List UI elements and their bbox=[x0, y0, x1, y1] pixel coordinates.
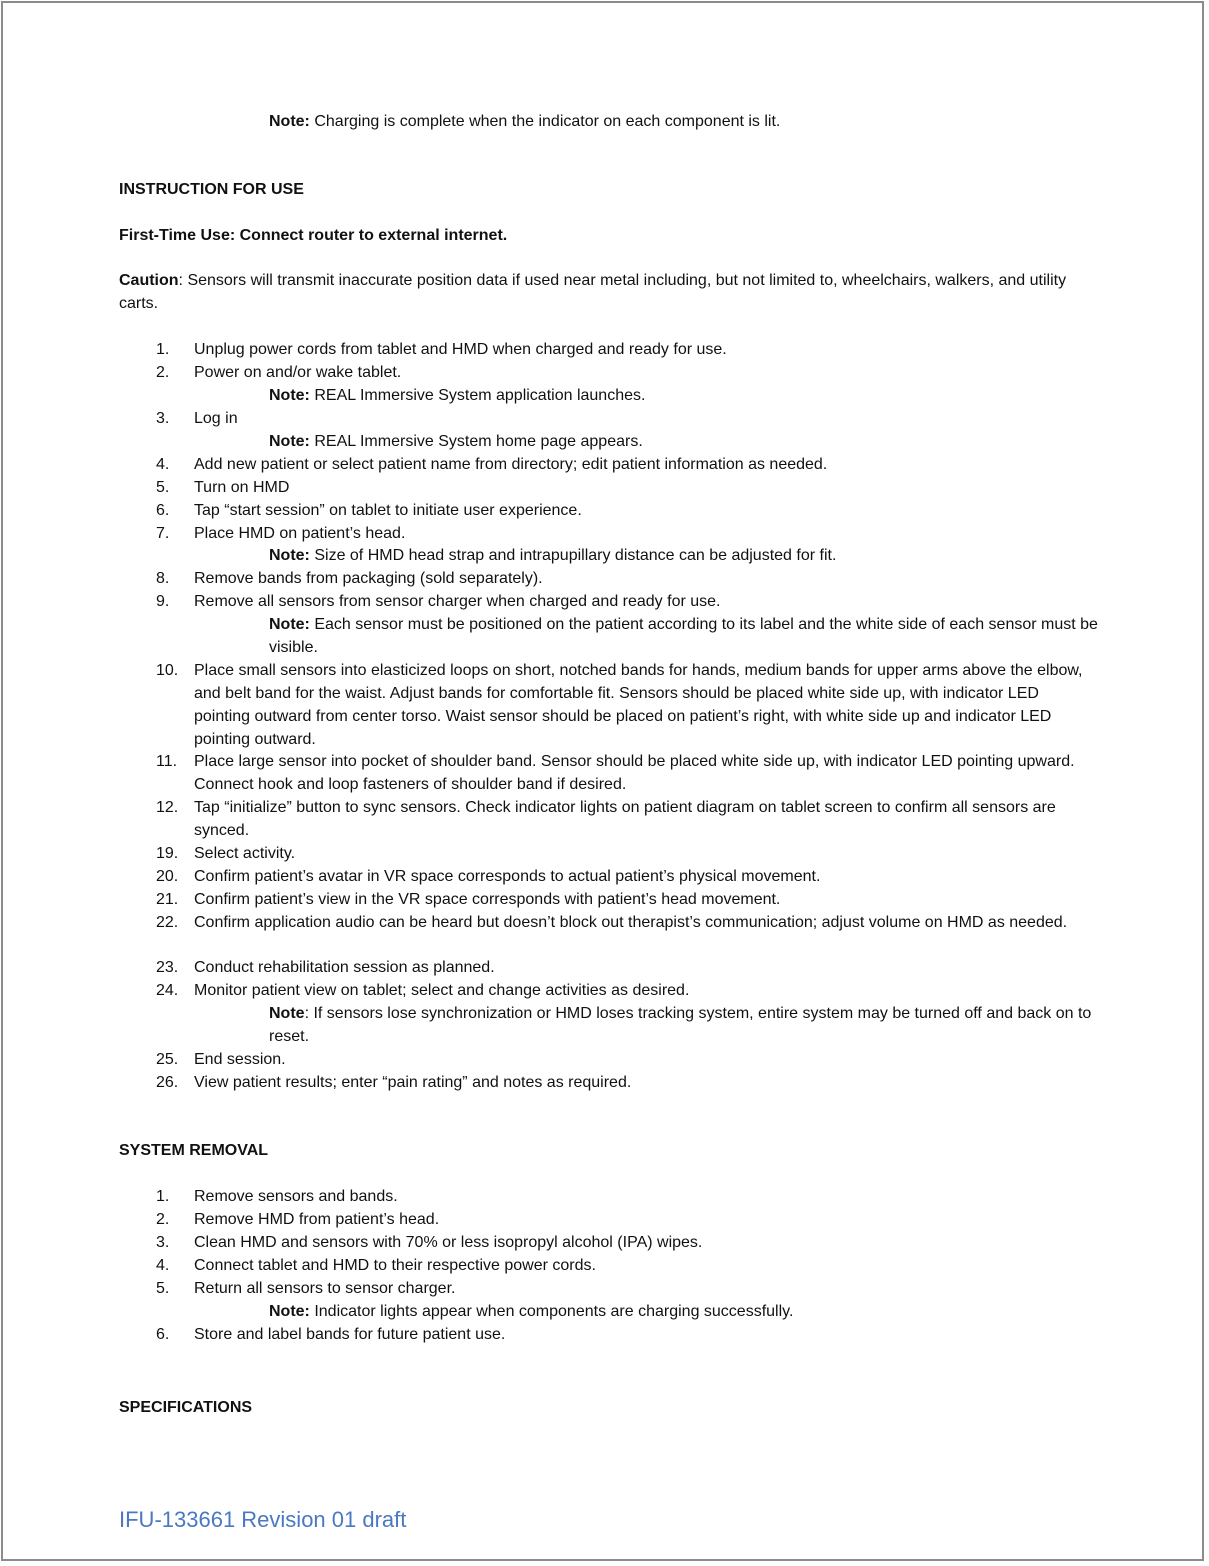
list-number: 23. bbox=[156, 959, 179, 976]
list-number: 10. bbox=[156, 662, 179, 679]
list-number: 1. bbox=[156, 1188, 170, 1205]
note-label: Note: bbox=[269, 113, 310, 130]
caution-paragraph bbox=[119, 269, 1079, 315]
list-number: 5. bbox=[156, 479, 170, 496]
specifications-heading: SPECIFICATIONS bbox=[119, 1399, 253, 1416]
first-time-use-heading: First-Time Use: Connect router to external internet. bbox=[119, 227, 508, 244]
note-text: : If sensors lose synchronization or HMD loses tracking system, entire system may be turned off and back on to reset. bbox=[269, 1005, 1092, 1045]
list-number: 9. bbox=[156, 593, 170, 610]
note-label: Note: bbox=[269, 547, 310, 564]
list-text: Connect tablet and HMD to their respective power cords. bbox=[194, 1257, 596, 1274]
list-number: 2. bbox=[156, 364, 170, 381]
note-text: REAL Immersive System home page appears. bbox=[309, 433, 643, 450]
list-text: Power on and/or wake tablet. bbox=[194, 364, 402, 381]
note-label: Note: bbox=[269, 433, 310, 450]
list-number: 21. bbox=[156, 891, 179, 908]
step-note bbox=[269, 1300, 1099, 1323]
list-number: 12. bbox=[156, 799, 179, 816]
list-text: Add new patient or select patient name from directory; edit patient information as needed. bbox=[194, 456, 828, 473]
list-number: 26. bbox=[156, 1074, 179, 1091]
list-text: Remove sensors and bands. bbox=[194, 1188, 398, 1205]
list-text: Remove bands from packaging (sold separately). bbox=[194, 570, 543, 587]
caution-label: Caution bbox=[119, 272, 179, 289]
note-label: Note: bbox=[269, 1303, 310, 1320]
list-text: Tap “initialize” button to sync sensors. Check indicator lights on patient diagram on tablet screen to confirm all sensors are synced. bbox=[194, 799, 1056, 839]
step-note bbox=[269, 384, 1099, 407]
top-note bbox=[269, 110, 1099, 133]
list-text: Confirm patient’s view in the VR space corresponds with patient’s head movement. bbox=[194, 891, 781, 908]
list-number: 22. bbox=[156, 914, 179, 931]
list-text: Remove all sensors from sensor charger when charged and ready for use. bbox=[194, 593, 721, 610]
step-note bbox=[269, 1002, 1099, 1048]
note-label: Note: bbox=[269, 616, 310, 633]
list-text: Conduct rehabilitation session as planned. bbox=[194, 959, 495, 976]
list-number: 24. bbox=[156, 982, 179, 999]
note-text: Size of HMD head strap and intrapupillary distance can be adjusted for fit. bbox=[309, 547, 837, 564]
note-text: Each sensor must be positioned on the patient according to its label and the white side of each sensor must be visible. bbox=[269, 616, 1098, 656]
step-note bbox=[269, 544, 1099, 567]
list-text: Remove HMD from patient’s head. bbox=[194, 1211, 440, 1228]
list-text: Confirm application audio can be heard but doesn’t block out therapist’s communication; adjust volume on HMD as needed. bbox=[194, 914, 1068, 931]
list-number: 3. bbox=[156, 1234, 170, 1251]
list-number: 11. bbox=[156, 753, 178, 770]
note-text: Indicator lights appear when components are charging successfully. bbox=[309, 1303, 794, 1320]
list-number: 7. bbox=[156, 525, 170, 542]
list-number: 2. bbox=[156, 1211, 170, 1228]
note-text: Charging is complete when the indicator on each component is lit. bbox=[309, 113, 781, 130]
list-text: Confirm patient’s avatar in VR space corresponds to actual patient’s physical movement. bbox=[194, 868, 821, 885]
list-text: Monitor patient view on tablet; select and change activities as desired. bbox=[194, 982, 690, 999]
list-number: 6. bbox=[156, 1326, 170, 1343]
list-text: Unplug power cords from tablet and HMD when charged and ready for use. bbox=[194, 341, 727, 358]
list-number: 1. bbox=[156, 341, 170, 358]
list-text: Store and label bands for future patient use. bbox=[194, 1326, 506, 1343]
list-number: 25. bbox=[156, 1051, 179, 1068]
list-text: Log in bbox=[194, 410, 238, 427]
list-number: 20. bbox=[156, 868, 179, 885]
step-note bbox=[269, 430, 1099, 453]
list-text: Tap “start session” on tablet to initiate user experience. bbox=[194, 502, 582, 519]
document-footer: IFU-133661 Revision 01 draft bbox=[119, 1507, 407, 1532]
list-text: Return all sensors to sensor charger. bbox=[194, 1280, 456, 1297]
list-text: Clean HMD and sensors with 70% or less isopropyl alcohol (IPA) wipes. bbox=[194, 1234, 703, 1251]
list-text: View patient results; enter “pain rating” and notes as required. bbox=[194, 1074, 632, 1091]
instruction-heading: INSTRUCTION FOR USE bbox=[119, 181, 304, 198]
list-text: Place large sensor into pocket of shoulder band. Sensor should be placed white side up, with indicator LED pointing upward. Connect hook and loop fasteners of shoulder band if desired. bbox=[194, 753, 1075, 793]
caution-text: : Sensors will transmit inaccurate position data if used near metal including, but not limited to, wheelchairs, walkers, and utility carts. bbox=[119, 272, 1067, 312]
list-text: Place small sensors into elasticized loops on short, notched bands for hands, medium bands for upper arms above the elbow, and belt band for the waist. Adjust bands for comfortable fit. Sensors should be placed white side up, with indicator LED pointing outward from center torso. Waist sensor should be placed on patient’s right, with white side up and indicator LED pointing outward. bbox=[194, 662, 1083, 748]
note-label: Note bbox=[269, 1005, 305, 1022]
list-text: Select activity. bbox=[194, 845, 296, 862]
list-number: 6. bbox=[156, 502, 170, 519]
list-text: Place HMD on patient’s head. bbox=[194, 525, 406, 542]
list-text: End session. bbox=[194, 1051, 286, 1068]
list-number: 5. bbox=[156, 1280, 170, 1297]
system-removal-heading: SYSTEM REMOVAL bbox=[119, 1142, 269, 1159]
list-number: 3. bbox=[156, 410, 170, 427]
list-text: Turn on HMD bbox=[194, 479, 290, 496]
note-label: Note: bbox=[269, 387, 310, 404]
list-number: 4. bbox=[156, 1257, 170, 1274]
note-text: REAL Immersive System application launches. bbox=[309, 387, 646, 404]
list-number: 8. bbox=[156, 570, 170, 587]
list-number: 4. bbox=[156, 456, 170, 473]
list-number: 19. bbox=[156, 845, 179, 862]
step-note bbox=[269, 613, 1099, 659]
